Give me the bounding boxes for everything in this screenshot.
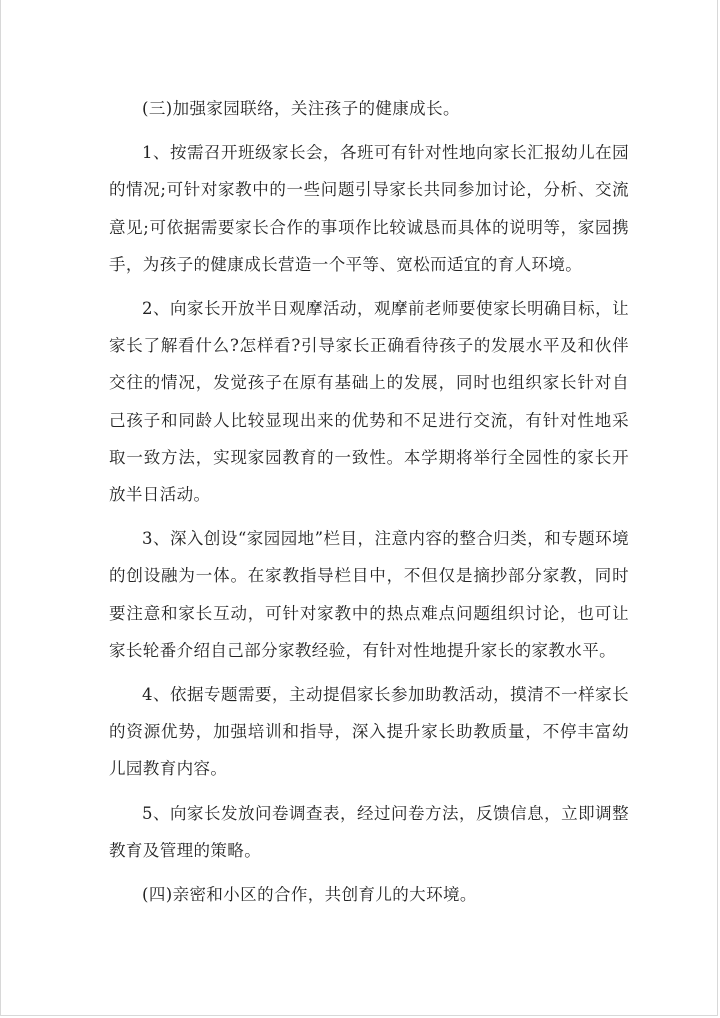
- paragraph-item-4: 4、依据专题需要，主动提倡家长参加助教活动，摸清不一样家长的资源优势，加强培训和指导，深入提升家长助教质量，不停丰富幼儿园教育内容。: [109, 685, 629, 779]
- paragraph-item-3: 3、深入创设“家园园地”栏目，注意内容的整合归类，和专题环境的创设融为一体。在家教指导栏目中，不但仅是摘抄部分家教，同时要注意和家长互动，可针对家教中的热点难点问题组织讨论，也可让家长轮番介绍自己部分家教经验，有针对性地提升家长的家教水平。: [109, 529, 629, 660]
- section-heading-3: (三)加强家园联络，关注孩子的健康成长。: [142, 99, 460, 118]
- section-heading-4: (四)亲密和小区的合作，共创育儿的大环境。: [142, 885, 477, 905]
- document-body: [109, 90, 629, 913]
- paragraph-item-5: 5、向家长发放问卷调查表，经过问卷方法，反馈信息，立即调整教育及管理的策略。: [109, 803, 629, 860]
- paragraph-item-1: 1、按需召开班级家长会，各班可有针对性地向家长汇报幼儿在园的情况;可针对家教中的一些问题引导家长共同参加讨论，分析、交流意见;可依据需要家长合作的事项作比较诚恳而具体的说明等，家园携手，为孩子的健康成长营造一个平等、宽松而适宜的育人环境。: [109, 143, 629, 274]
- paragraph-item-2: 2、向家长开放半日观摩活动，观摩前老师要使家长明确目标，让家长了解看什么?怎样看?引导家长正确看待孩子的发展水平及和伙伴交往的情况，发觉孩子在原有基础上的发展，同时也组织家长针对自己孩子和同龄人比较显现出来的优势和不足进行交流，有针对性地采取一致方法，实现家园教育的一致性。本学期将举行全园性的家长开放半日活动。: [109, 299, 629, 505]
